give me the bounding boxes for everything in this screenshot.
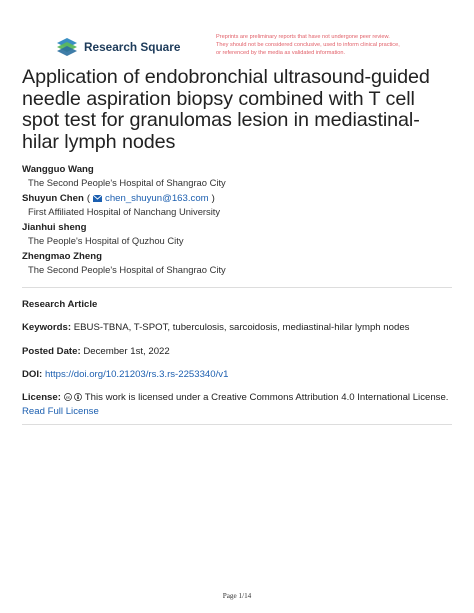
- author-list: [22, 163, 452, 279]
- author-entry: [22, 192, 452, 218]
- author-name[interactable]: Zhengmao Zheng: [22, 251, 102, 262]
- license-text: This work is licensed under a Creative Commons Attribution 4.0 International License.: [84, 392, 449, 403]
- author-affiliation: First Affiliated Hospital of Nanchang University: [28, 206, 221, 217]
- author-entry: [22, 250, 452, 276]
- research-square-logo-icon: [56, 37, 78, 57]
- brand-name: Research Square: [84, 40, 181, 54]
- author-affiliation: The Second People's Hospital of Shangrao City: [28, 264, 226, 275]
- author-affiliation: The People's Hospital of Quzhou City: [28, 235, 184, 246]
- author-name-row: [22, 192, 452, 205]
- preprint-disclaimer: Preprints are preliminary reports that have not undergone peer review. They should not be considered conclusive, used to inform clinical practice, or referenced by the media as validated information.: [216, 34, 400, 56]
- posted-date-label: Posted Date:: [22, 346, 81, 357]
- article-type-label: Research Article: [22, 299, 98, 310]
- doi-link[interactable]: https://doi.org/10.21203/rs.3.rs-2253340/v1: [44, 369, 229, 380]
- author-entry: [22, 163, 452, 189]
- author-affiliation: The Second People's Hospital of Shangrao City: [28, 177, 226, 188]
- license-label: License:: [22, 392, 61, 403]
- author-entry: [22, 221, 452, 247]
- keywords-value: EBUS-TBNA, T-SPOT, tuberculosis, sarcoidosis, mediastinal-hilar lymph nodes: [73, 322, 410, 333]
- author-name[interactable]: Wangguo Wang: [22, 164, 94, 175]
- posted-date-row: [22, 345, 170, 358]
- author-email-link[interactable]: chen_shuyun@163.com: [105, 193, 209, 204]
- doi-label: DOI:: [22, 369, 43, 380]
- author-name[interactable]: Shuyun Chen: [22, 193, 84, 204]
- svg-text:cc: cc: [65, 395, 70, 400]
- section-divider: [22, 424, 452, 425]
- read-full-license-link[interactable]: Read Full License: [22, 406, 99, 417]
- paper-title: Application of endobronchial ultrasound-guided needle aspiration biopsy combined with T cell spot test for granulomas lesion in mediastinal-hilar lymph nodes: [22, 66, 430, 153]
- page-number: Page 1/14: [222, 592, 252, 600]
- section-divider: [22, 287, 452, 288]
- page-header: [56, 34, 426, 62]
- posted-date-value: December 1st, 2022: [83, 346, 170, 357]
- article-type: [22, 298, 97, 311]
- license-row: [22, 391, 448, 404]
- mail-icon: [93, 195, 102, 202]
- doi-row: [22, 368, 228, 381]
- author-name[interactable]: Jianhui sheng: [22, 222, 87, 233]
- cc-icon: [64, 393, 72, 401]
- keywords-row: [22, 321, 409, 334]
- keywords-label: Keywords:: [22, 322, 72, 333]
- by-icon: [74, 393, 82, 401]
- close-paren: ): [211, 193, 215, 204]
- open-paren: (: [86, 193, 91, 204]
- research-square-logo[interactable]: [56, 37, 180, 57]
